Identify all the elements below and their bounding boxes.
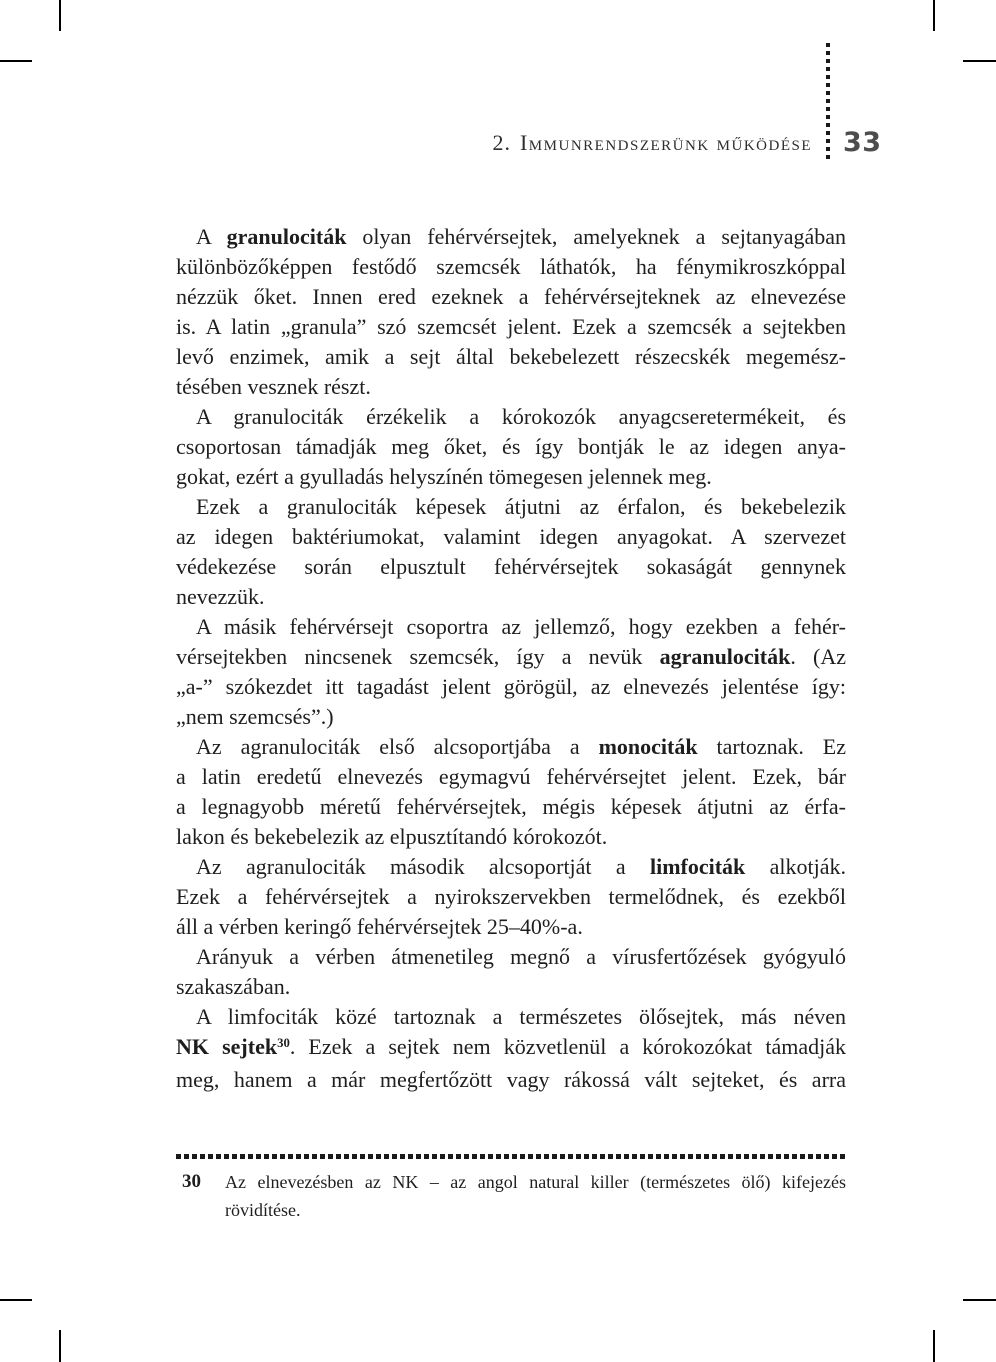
body-paragraph	[176, 732, 846, 852]
crop-mark-icon	[963, 60, 996, 62]
text-segment: Ezek a granulociták képesek átjutni az érfalon, és bekebelezik	[196, 494, 846, 519]
body-paragraph	[176, 402, 846, 492]
footnote-number: 30	[182, 1171, 201, 1192]
body-line	[176, 672, 846, 702]
crop-mark-icon	[59, 0, 61, 31]
body-paragraph	[176, 1002, 846, 1095]
body-paragraph	[176, 852, 846, 942]
body-line	[176, 522, 846, 552]
body-paragraph	[176, 492, 846, 612]
body-line	[176, 882, 846, 912]
text-segment: Ezek a fehérvérsejtek a nyirokszervekben termelődnek, és ezekből	[176, 884, 846, 909]
body-line	[176, 732, 846, 762]
body-line	[176, 372, 846, 402]
text-segment: áll a vérben keringő fehérvérsejtek 25–40%-a.	[176, 914, 583, 939]
footnote-reference: 30	[277, 1035, 290, 1050]
body-paragraph	[176, 612, 846, 732]
body-text	[176, 222, 846, 1095]
text-segment: A másik fehérvérsejt csoportra az jellemző, hogy ezekben a fehér-	[196, 614, 846, 639]
body-line	[176, 1002, 846, 1032]
body-line	[176, 642, 846, 672]
text-segment: A granulociták érzékelik a kórokozók anyagcseretermékeit, és	[196, 404, 846, 429]
text-segment: lakon és bekebelezik az elpusztítandó kórokozót.	[176, 824, 608, 849]
text-segment: a legnagyobb méretű fehérvérsejtek, mégis képesek átjutni az érfa-	[176, 794, 846, 819]
chapter-number: 2.	[492, 130, 511, 155]
running-header	[176, 130, 812, 156]
text-segment: . Ezek a sejtek nem közvetlenül a kórokozókat támadják	[289, 1034, 846, 1059]
body-paragraph	[176, 942, 846, 1002]
text-segment: is. A latin „granula” szó szemcsét jelent. Ezek a szemcsék a sejtekben	[176, 314, 846, 339]
text-segment: A limfociták közé tartoznak a természetes ölősejtek, más néven	[196, 1004, 846, 1029]
body-paragraph	[176, 222, 846, 402]
footnote-text	[225, 1168, 846, 1224]
body-line	[176, 312, 846, 342]
crop-mark-icon	[933, 1330, 935, 1362]
body-line	[176, 552, 846, 582]
text-segment: „a-” szókezdet itt tagadást jelent görögül, az elnevezés jelentése így:	[176, 674, 846, 699]
body-line	[176, 432, 846, 462]
text-segment: limfociták	[649, 854, 746, 879]
body-line	[176, 582, 846, 612]
text-segment: granulociták	[226, 224, 347, 249]
body-line	[176, 792, 846, 822]
footnote	[176, 1168, 846, 1224]
crop-mark-icon	[59, 1330, 61, 1362]
text-segment: meg, hanem a már megfertőzött vagy rákossá vált sejteket, és arra	[176, 1067, 846, 1092]
text-segment: olyan fehérvérsejtek, amelyeknek a sejtanyagában	[346, 224, 846, 249]
crop-mark-icon	[0, 60, 32, 62]
text-segment: nézzük őket. Innen ered ezeknek a fehérvérsejteknek az elnevezése	[176, 284, 846, 309]
text-segment: szakaszában.	[176, 974, 291, 999]
body-line	[176, 912, 846, 942]
dotted-divider-icon	[826, 43, 830, 163]
body-line	[176, 1032, 846, 1065]
text-segment: agranulociták	[659, 644, 791, 669]
footnote-line: Az elnevezésben az NK – az angol natural killer (természetes ölő) kifejezés	[225, 1172, 846, 1192]
text-segment: tésében vesznek részt.	[176, 374, 371, 399]
body-line	[176, 822, 846, 852]
text-segment: vérsejtekben nincsenek szemcsék, így a nevük	[176, 644, 660, 669]
body-line	[176, 1065, 846, 1095]
chapter-title: Immunrendszerünk működése	[519, 130, 812, 155]
text-segment: gokat, ezért a gyulladás helyszínén tömegesen jelennek meg.	[176, 464, 712, 489]
text-segment: „nem szemcsés”.)	[176, 704, 334, 729]
body-line	[176, 402, 846, 432]
crop-mark-icon	[963, 1299, 996, 1301]
text-segment: nevezzük.	[176, 584, 265, 609]
body-line	[176, 222, 846, 252]
crop-mark-icon	[933, 0, 935, 31]
body-line	[176, 462, 846, 492]
body-line	[176, 612, 846, 642]
body-line	[176, 852, 846, 882]
text-segment: levő enzimek, amik a sejt által bekebelezett részecskék megemész-	[176, 344, 846, 369]
body-line	[176, 702, 846, 732]
text-segment: Az agranulociták második alcsoportját a	[196, 854, 650, 879]
text-segment: az idegen baktériumokat, valamint idegen anyagokat. A szervezet	[176, 524, 846, 549]
text-segment: tartoznak. Ez	[697, 734, 846, 759]
text-segment: a latin eredetű elnevezés egymagvú fehérvérsejtet jelent. Ezek, bár	[176, 764, 846, 789]
body-line	[176, 342, 846, 372]
text-segment: Az agranulociták első alcsoportjába a	[196, 734, 599, 759]
text-segment: NK sejtek	[176, 1034, 278, 1059]
footnote-divider-icon	[176, 1154, 846, 1159]
body-line	[176, 282, 846, 312]
body-line	[176, 492, 846, 522]
text-segment: A	[196, 224, 227, 249]
body-line	[176, 762, 846, 792]
text-segment: különbözőképpen festődő szemcsék láthatók, ha fénymikroszkóppal	[176, 254, 846, 279]
text-segment: csoportosan támadják meg őket, és így bontják le az idegen anya-	[176, 434, 846, 459]
crop-mark-icon	[0, 1299, 32, 1301]
body-line	[176, 252, 846, 282]
footnote-line: rövidítése.	[225, 1200, 301, 1220]
text-segment: . (Az	[790, 644, 847, 669]
text-segment: Arányuk a vérben átmenetileg megnő a vírusfertőzések gyógyuló	[196, 944, 846, 969]
body-line	[176, 972, 846, 1002]
text-segment: monociták	[598, 734, 698, 759]
body-line	[176, 942, 846, 972]
page-number: 33	[843, 127, 882, 158]
text-segment: alkotják.	[745, 854, 846, 879]
text-segment: védekezése során elpusztult fehérvérsejtek sokaságát gennynek	[176, 554, 846, 579]
